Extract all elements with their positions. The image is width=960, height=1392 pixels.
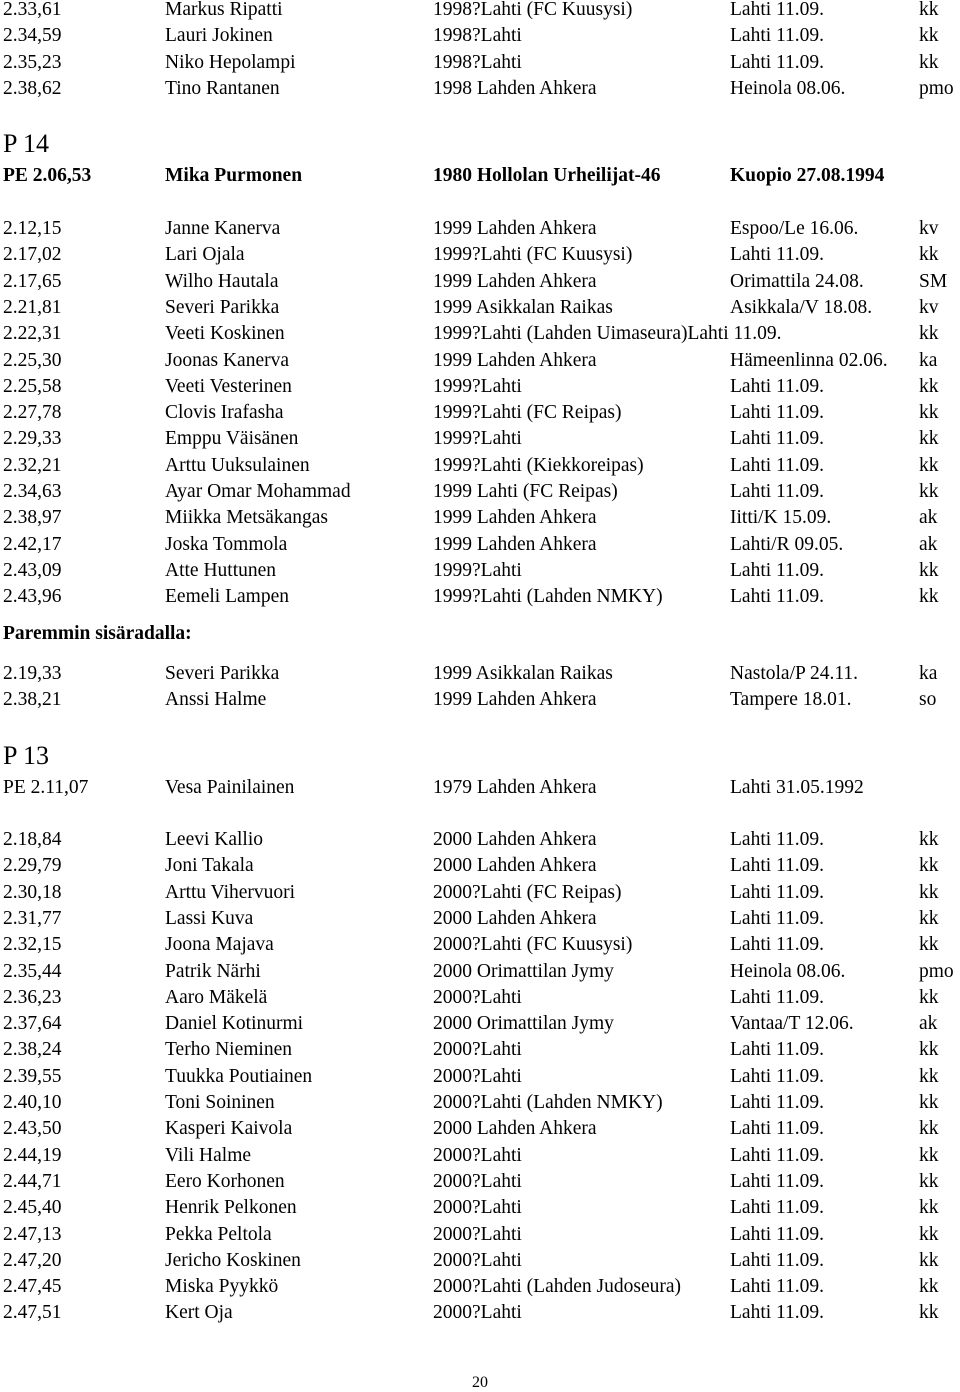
athlete-name: Joona Majava (165, 934, 274, 956)
result-time: 2.19,33 (3, 663, 62, 684)
birth-year-club: 2000?Lahti (433, 1223, 522, 1245)
competition-code: kk (919, 1118, 939, 1140)
result-row (0, 506, 960, 530)
result-row (0, 1144, 960, 1168)
result-row (0, 480, 960, 504)
athlete-name: Wilho Hautala (165, 270, 279, 292)
result-time: 2.43,96 (3, 586, 62, 608)
venue-date: Lahti/R 09.05. (730, 533, 844, 555)
birth-year-club: 1999?Lahti (433, 559, 522, 581)
competition-code: ka (919, 663, 938, 684)
result-row (0, 77, 960, 101)
venue-date: Kuopio 27.08.1994 (730, 165, 885, 186)
venue-date: Lahti 11.09. (730, 481, 825, 502)
result-row (0, 1301, 960, 1325)
birth-year-club: 2000?Lahti (433, 1197, 522, 1219)
result-time: 2.39,55 (3, 1065, 62, 1087)
venue-date: Lahti 31.05.1992 (730, 777, 864, 798)
venue-date: Lahti 11.09. (730, 934, 825, 956)
venue-date: Lahti 11.09. (730, 402, 825, 424)
birth-year-club: 2000 Lahden Ahkera (433, 1118, 597, 1140)
athlete-name: Pekka Peltola (165, 1223, 272, 1245)
competition-code: ak (919, 1013, 938, 1035)
result-time: 2.38,21 (3, 689, 62, 711)
venue-date: Lahti 11.09. (730, 1065, 825, 1087)
venue-date: Espoo/Le 16.06. (730, 218, 859, 239)
birth-year-club: 2000 Lahden Ahkera (433, 855, 597, 877)
venue-date: Lahti 11.09. (730, 244, 825, 266)
birth-year-club: 1998?Lahti (433, 25, 522, 47)
athlete-name: Tino Rantanen (165, 77, 280, 99)
athlete-name: Lauri Jokinen (165, 25, 273, 47)
competition-code: SM (919, 270, 948, 292)
birth-year-club: 1998?Lahti (433, 51, 522, 73)
venue-date: Lahti 11.09. (730, 1197, 825, 1219)
competition-code: kv (919, 218, 939, 239)
result-row (0, 454, 960, 478)
result-row (0, 24, 960, 48)
competition-code: kk (919, 481, 939, 502)
result-time: PE 2.06,53 (3, 165, 92, 186)
athlete-name: Atte Huttunen (165, 559, 277, 581)
result-row (0, 1012, 960, 1036)
competition-code: so (919, 689, 937, 711)
venue-date: Lahti 11.09. (730, 907, 825, 929)
athlete-name: Mika Purmonen (165, 165, 303, 186)
page-number: 20 (472, 1374, 488, 1391)
result-row (0, 217, 960, 241)
athlete-name: Anssi Halme (165, 689, 267, 711)
athlete-name: Arttu Vihervuori (165, 881, 296, 903)
section-heading-p13: P 13 (3, 741, 49, 770)
venue-date: Lahti 11.09. (730, 855, 825, 877)
result-row (0, 1038, 960, 1062)
venue-date: Heinola 08.06. (730, 77, 846, 99)
result-time: 2.38,97 (3, 507, 62, 529)
competition-code: ak (919, 507, 938, 529)
birth-year-club: 1999 Lahden Ahkera (433, 689, 597, 711)
result-row (0, 881, 960, 905)
venue-date: Lahti 11.09. (730, 1249, 825, 1271)
result-time: 2.32,21 (3, 454, 62, 476)
competition-code: kk (919, 428, 939, 450)
result-time: 2.32,15 (3, 934, 62, 956)
competition-code: kk (919, 51, 939, 73)
result-row (0, 375, 960, 399)
result-time: 2.38,24 (3, 1039, 62, 1061)
result-row (0, 0, 960, 22)
result-time: 2.21,81 (3, 296, 62, 318)
result-row (0, 1065, 960, 1089)
venue-date: Lahti 11.09. (730, 1092, 825, 1113)
result-row (0, 1117, 960, 1141)
competition-code: kk (919, 907, 939, 929)
venue-date: Lahti 11.09. (730, 1144, 825, 1166)
venue-date: Lahti 11.09. (730, 454, 825, 476)
competition-code: kk (919, 454, 939, 476)
venue-date: Lahti 11.09. (730, 829, 825, 850)
result-row (0, 828, 960, 852)
result-time: 2.34,59 (3, 25, 62, 47)
venue-date: Lahti 11.09. (730, 1170, 825, 1192)
birth-year-club: 2000?Lahti (433, 1039, 522, 1061)
venue-date: Lahti 11.09. (730, 1276, 825, 1298)
competition-code: kk (919, 1249, 939, 1271)
result-time: 2.29,33 (3, 428, 62, 450)
athlete-name: Daniel Kotinurmi (165, 1013, 304, 1035)
competition-code: pmo (919, 960, 954, 982)
birth-year-club: 2000?Lahti (433, 1065, 522, 1087)
competition-code: kk (919, 829, 939, 850)
birth-year-club: 2000 Orimattilan Jymy (433, 1013, 614, 1035)
venue-date: Lahti 11.09. (730, 1118, 825, 1140)
result-time: 2.30,18 (3, 881, 62, 903)
result-time: 2.43,09 (3, 559, 62, 581)
result-row (0, 349, 960, 373)
venue-date: Lahti 11.09. (730, 51, 825, 73)
competition-code: ak (919, 533, 938, 555)
birth-year-club: 1999?Lahti (Kiekkoreipas) (433, 454, 644, 476)
competition-code: kk (919, 1092, 939, 1113)
venue-date: Lahti 11.09. (730, 1302, 825, 1324)
venue-date: Orimattila 24.08. (730, 270, 864, 292)
result-time: 2.36,23 (3, 986, 62, 1008)
birth-year-club: 1999 Asikkalan Raikas (433, 296, 613, 318)
birth-year-club: 2000?Lahti (433, 1144, 522, 1166)
result-row (0, 907, 960, 931)
competition-code: kk (919, 934, 939, 956)
birth-year-club: 1999 Lahden Ahkera (433, 270, 597, 292)
venue-date: Iitti/K 15.09. (730, 507, 832, 529)
result-row (0, 51, 960, 75)
result-row (0, 1223, 960, 1247)
birth-year-club: 1998 Lahden Ahkera (433, 77, 597, 99)
birth-year-club: 1998?Lahti (FC Kuusysi) (433, 0, 633, 20)
athlete-name: Arttu Uuksulainen (165, 454, 310, 476)
athlete-name: Severi Parikka (165, 663, 280, 684)
result-row (0, 933, 960, 957)
birth-year-club: 1999 Asikkalan Raikas (433, 663, 613, 684)
result-time: 2.43,50 (3, 1118, 62, 1140)
athlete-name: Miikka Metsäkangas (165, 507, 329, 529)
competition-code: kk (919, 0, 939, 20)
athlete-name: Janne Kanerva (165, 218, 281, 239)
result-time: 2.17,02 (3, 244, 62, 266)
birth-year-club: 2000?Lahti (433, 1302, 522, 1324)
result-row (0, 585, 960, 609)
birth-year-club: 2000?Lahti (433, 1249, 522, 1271)
result-time: 2.25,30 (3, 349, 62, 371)
result-time: 2.44,19 (3, 1144, 62, 1166)
result-time: 2.31,77 (3, 907, 62, 929)
athlete-name: Severi Parikka (165, 296, 280, 318)
result-time: 2.44,71 (3, 1170, 62, 1192)
birth-year-club: 1999?Lahti (FC Reipas) (433, 402, 622, 424)
result-time: 2.27,78 (3, 402, 62, 424)
athlete-name: Clovis Irafasha (165, 402, 284, 424)
competition-code: kk (919, 559, 939, 581)
competition-code: kk (919, 1144, 939, 1166)
birth-year-club: 1999?Lahti (433, 428, 522, 450)
birth-year-club: 2000 Orimattilan Jymy (433, 960, 614, 982)
result-time: 2.18,84 (3, 829, 62, 850)
venue-date: Lahti 11.09. (730, 881, 825, 903)
result-row (0, 270, 960, 294)
competition-code: ka (919, 349, 938, 371)
birth-year-club: 1999 Lahden Ahkera (433, 533, 597, 555)
birth-year-club: 2000?Lahti (433, 1170, 522, 1192)
venue-date: Lahti 11.09. (730, 428, 825, 450)
athlete-name: Markus Ripatti (165, 0, 283, 20)
athlete-name: Patrik Närhi (165, 960, 261, 982)
result-row (0, 1196, 960, 1220)
athlete-name: Joska Tommola (165, 533, 288, 555)
athlete-name: Ayar Omar Mohammad (165, 481, 351, 502)
venue-date: Lahti 11.09. (730, 0, 825, 20)
result-row (0, 960, 960, 984)
athlete-name: Toni Soininen (165, 1092, 275, 1113)
result-time: 2.17,65 (3, 270, 62, 292)
birth-year-club: 2000?Lahti (Lahden NMKY) (433, 1092, 663, 1113)
competition-code: kk (919, 244, 939, 266)
venue-date: Lahti 11.09. (730, 986, 825, 1008)
athlete-name: Eemeli Lampen (165, 586, 289, 608)
birth-year-club: 2000 Lahden Ahkera (433, 907, 597, 929)
athlete-name: Jericho Koskinen (165, 1249, 301, 1271)
competition-code: pmo (919, 77, 954, 99)
birth-year-club: 1999 Lahden Ahkera (433, 349, 597, 371)
birth-year-club: 2000 Lahden Ahkera (433, 829, 597, 850)
birth-year-club: 1999?Lahti (FC Kuusysi) (433, 244, 633, 266)
result-time: 2.35,23 (3, 51, 62, 73)
result-time: 2.12,15 (3, 218, 62, 239)
venue-date: Tampere 18.01. (730, 689, 852, 711)
result-time: 2.22,31 (3, 323, 62, 345)
birth-year-club: 1999?Lahti (433, 375, 522, 397)
competition-code: kk (919, 986, 939, 1008)
result-time: 2.37,64 (3, 1013, 62, 1035)
athlete-name: Aaro Mäkelä (165, 986, 268, 1008)
athlete-name: Veeti Vesterinen (165, 375, 292, 397)
venue-date: Lahti 11.09. (730, 25, 825, 47)
athlete-name: Tuukka Poutiainen (165, 1065, 313, 1087)
athlete-name: Joonas Kanerva (165, 349, 289, 371)
result-time: 2.34,63 (3, 481, 62, 502)
result-time: 2.29,79 (3, 855, 62, 877)
athlete-name: Lari Ojala (165, 244, 245, 266)
result-row (0, 296, 960, 320)
birth-year-club: 2000?Lahti (FC Reipas) (433, 881, 622, 903)
athlete-name: Lassi Kuva (165, 907, 254, 929)
result-time: 2.47,13 (3, 1223, 62, 1245)
result-row (0, 243, 960, 267)
competition-code: kk (919, 1302, 939, 1324)
birth-year-club: 1999 Lahden Ahkera (433, 218, 597, 239)
competition-code: kk (919, 402, 939, 424)
birth-year-club: 2000?Lahti (FC Kuusysi) (433, 934, 633, 956)
venue-date: Asikkala/V 18.08. (730, 296, 873, 318)
result-time: 2.33,61 (3, 0, 62, 20)
indoor-result-row (0, 662, 960, 686)
result-row (0, 986, 960, 1010)
birth-year-club: 1999 Lahti (FC Reipas) (433, 481, 618, 502)
result-time: 2.40,10 (3, 1092, 62, 1113)
venue-date: Lahti 11.09. (730, 375, 825, 397)
result-time: 2.47,45 (3, 1276, 62, 1298)
indoor-result-row (0, 688, 960, 712)
venue-date: Lahti 11.09. (730, 559, 825, 581)
section-heading-p14: P 14 (3, 129, 49, 158)
athlete-name: Joni Takala (165, 855, 254, 877)
competition-code: kk (919, 1197, 939, 1219)
birth-year-club: 1999 Lahden Ahkera (433, 507, 597, 529)
venue-date: Heinola 08.06. (730, 960, 846, 982)
competition-code: kk (919, 881, 939, 903)
result-row (0, 1249, 960, 1273)
result-row (0, 533, 960, 557)
competition-code: kk (919, 1039, 939, 1061)
result-row (0, 1275, 960, 1299)
birth-year-club: 1999?Lahti (Lahden NMKY) (433, 586, 663, 608)
result-row (0, 1170, 960, 1194)
competition-code: kk (919, 323, 939, 345)
result-time: 2.45,40 (3, 1197, 62, 1219)
result-time: 2.47,20 (3, 1249, 62, 1271)
competition-code: kk (919, 25, 939, 47)
competition-code: kk (919, 1065, 939, 1087)
birth-year-club: 2000?Lahti (Lahden Judoseura) (433, 1276, 681, 1298)
athlete-name: Emppu Väisänen (165, 428, 299, 450)
result-row (0, 401, 960, 425)
athlete-name: Leevi Kallio (165, 829, 264, 850)
athlete-name: Henrik Pelkonen (165, 1197, 297, 1219)
result-row (0, 854, 960, 878)
competition-code: kk (919, 1170, 939, 1192)
athlete-name: Miska Pyykkö (165, 1276, 279, 1298)
result-row (0, 1091, 960, 1115)
birth-year-club: 1999?Lahti (Lahden Uimaseura)Lahti 11.09. (433, 323, 782, 345)
result-row (0, 559, 960, 583)
venue-date: Lahti 11.09. (730, 1223, 825, 1245)
athlete-name: Terho Nieminen (165, 1039, 292, 1061)
birth-year-club: 2000?Lahti (433, 986, 522, 1008)
record-row (0, 776, 960, 800)
birth-year-club: 1980 Hollolan Urheilijat-46 (433, 165, 661, 186)
competition-code: kv (919, 296, 939, 318)
venue-date: Lahti 11.09. (730, 586, 825, 608)
result-row (0, 427, 960, 451)
result-time: 2.38,62 (3, 77, 62, 99)
competition-code: kk (919, 855, 939, 877)
result-time: 2.35,44 (3, 960, 62, 982)
venue-date: Hämeenlinna 02.06. (730, 349, 888, 371)
athlete-name: Kasperi Kaivola (165, 1118, 293, 1140)
result-time: 2.47,51 (3, 1302, 62, 1324)
venue-date: Nastola/P 24.11. (730, 663, 859, 684)
result-row (0, 322, 960, 346)
competition-code: kk (919, 1276, 939, 1298)
athlete-name: Vili Halme (165, 1144, 252, 1166)
venue-date: Vantaa/T 12.06. (730, 1013, 854, 1035)
indoor-heading: Paremmin sisäradalla: (3, 623, 192, 644)
competition-code: kk (919, 586, 939, 608)
birth-year-club: 1979 Lahden Ahkera (433, 777, 597, 798)
athlete-name: Eero Korhonen (165, 1170, 285, 1192)
result-time: 2.25,58 (3, 375, 62, 397)
athlete-name: Niko Hepolampi (165, 51, 296, 73)
venue-date: Lahti 11.09. (730, 1039, 825, 1061)
competition-code: kk (919, 375, 939, 397)
athlete-name: Veeti Koskinen (165, 323, 285, 345)
record-row (0, 164, 960, 188)
athlete-name: Kert Oja (165, 1302, 233, 1324)
result-time: 2.42,17 (3, 533, 62, 555)
result-time: PE 2.11,07 (3, 777, 89, 798)
athlete-name: Vesa Painilainen (165, 777, 295, 798)
competition-code: kk (919, 1223, 939, 1245)
